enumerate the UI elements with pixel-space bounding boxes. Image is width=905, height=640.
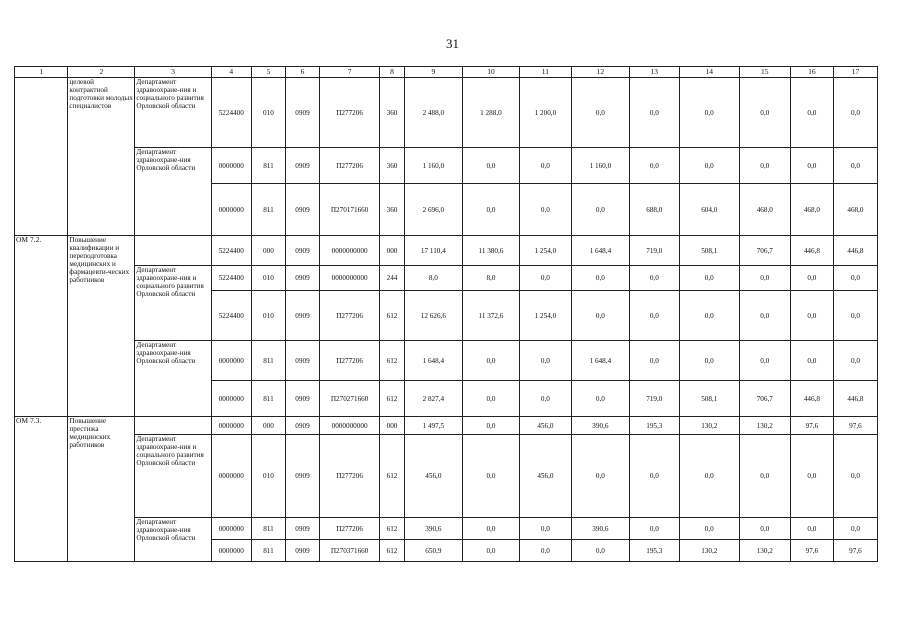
- table-cell: 390,6: [572, 417, 630, 435]
- table-cell: 446,8: [833, 236, 877, 266]
- table-cell: 0,0: [519, 184, 571, 236]
- table-cell: 0,0: [833, 148, 877, 184]
- table-cell: 0,0: [463, 148, 520, 184]
- table-cell: 0,0: [572, 381, 630, 417]
- activity-name: целевой контрактной подготовки молодых специалистов: [68, 78, 135, 236]
- table-cell: 612: [380, 341, 404, 381]
- column-header: 9: [404, 67, 463, 78]
- table-cell: 0,0: [790, 341, 833, 381]
- table-cell: 0,0: [833, 291, 877, 341]
- table-cell: 11 372,6: [463, 291, 520, 341]
- column-header: 16: [790, 67, 833, 78]
- table-cell: 17 110,4: [404, 236, 463, 266]
- table-cell: 0,0: [679, 341, 739, 381]
- table-cell: 0,0: [463, 540, 520, 562]
- table-cell: 0,0: [739, 78, 790, 148]
- column-header: 1: [15, 67, 68, 78]
- table-cell: 97,6: [790, 417, 833, 435]
- table-cell: 0,0: [679, 518, 739, 540]
- table-cell: 2 827,4: [404, 381, 463, 417]
- table-cell: 0909: [286, 291, 320, 341]
- table-cell: 0,0: [519, 518, 571, 540]
- table-cell: 508,1: [679, 236, 739, 266]
- table-cell: 1 200,0: [519, 78, 571, 148]
- table-cell: 0,0: [629, 518, 679, 540]
- table-cell: 0,0: [572, 78, 630, 148]
- executor-name: Департамент здравоохране-ния Орловской области: [135, 518, 211, 562]
- column-header: 3: [135, 67, 211, 78]
- activity-code: ОМ 7.3.: [15, 417, 68, 562]
- table-body: [15, 78, 878, 562]
- activity-name: Повышение престижа медицинских работников: [68, 417, 135, 562]
- table-cell: 0909: [286, 78, 320, 148]
- table-cell: 0,0: [519, 341, 571, 381]
- table-cell: 0,0: [833, 435, 877, 518]
- column-header: 14: [679, 67, 739, 78]
- activity-name: Повышение квалификации и переподготовка медицинских и фармацевти-ческих работников: [68, 236, 135, 417]
- table-cell: 0000000000: [319, 236, 380, 266]
- table-cell: 0,0: [679, 148, 739, 184]
- table-cell: 0,0: [463, 341, 520, 381]
- table-cell: 612: [380, 291, 404, 341]
- table-cell: 000: [251, 417, 286, 435]
- table-cell: 0,0: [833, 78, 877, 148]
- table-cell: 0000000: [211, 381, 251, 417]
- table-cell: П270171660: [319, 184, 380, 236]
- table-cell: 0,0: [629, 78, 679, 148]
- table-cell: 360: [380, 78, 404, 148]
- table-row: [15, 236, 878, 266]
- table-cell: 000: [251, 236, 286, 266]
- column-header: 15: [739, 67, 790, 78]
- table-cell: 811: [251, 518, 286, 540]
- table-cell: 0,0: [679, 78, 739, 148]
- table-cell: 000: [380, 236, 404, 266]
- table-cell: 0,0: [833, 266, 877, 291]
- column-header: 6: [286, 67, 320, 78]
- table-cell: 1 648,4: [572, 341, 630, 381]
- table-cell: П277206: [319, 291, 380, 341]
- table-cell: 0,0: [519, 381, 571, 417]
- table-cell: 456,0: [519, 435, 571, 518]
- table-row: [15, 518, 878, 540]
- table-cell: 0,0: [739, 435, 790, 518]
- table-cell: 719,0: [629, 236, 679, 266]
- table-cell: 5224400: [211, 78, 251, 148]
- table-cell: 612: [380, 518, 404, 540]
- table-cell: 195,3: [629, 540, 679, 562]
- column-header: 2: [68, 67, 135, 78]
- header-row: [15, 67, 878, 78]
- column-header: 4: [211, 67, 251, 78]
- table-cell: 0,0: [790, 266, 833, 291]
- table-cell: П277206: [319, 78, 380, 148]
- table-cell: 446,8: [790, 236, 833, 266]
- table-cell: 468,0: [790, 184, 833, 236]
- table-cell: 0909: [286, 381, 320, 417]
- table-cell: 010: [251, 435, 286, 518]
- table-cell: 468,0: [833, 184, 877, 236]
- table-cell: 0,0: [790, 435, 833, 518]
- table-cell: 811: [251, 148, 286, 184]
- column-header: 17: [833, 67, 877, 78]
- table-cell: 612: [380, 381, 404, 417]
- table-cell: 0,0: [739, 266, 790, 291]
- table-cell: 0,0: [572, 291, 630, 341]
- table-cell: 0,0: [790, 291, 833, 341]
- table-cell: 360: [380, 148, 404, 184]
- table-cell: 0,0: [463, 417, 520, 435]
- table-cell: 0,0: [679, 435, 739, 518]
- table-cell: 244: [380, 266, 404, 291]
- table-cell: 0,0: [629, 148, 679, 184]
- column-header: 8: [380, 67, 404, 78]
- table-cell: 468,0: [739, 184, 790, 236]
- table-cell: 1 254,0: [519, 291, 571, 341]
- table-cell: 719,0: [629, 381, 679, 417]
- table-cell: 0,0: [463, 435, 520, 518]
- table-cell: 0,0: [629, 266, 679, 291]
- table-cell: 0909: [286, 148, 320, 184]
- table-cell: 1 160,0: [572, 148, 630, 184]
- table-cell: 0000000: [211, 417, 251, 435]
- table-cell: П270271660: [319, 381, 380, 417]
- table-cell: 8,0: [404, 266, 463, 291]
- table-cell: 1 160,0: [404, 148, 463, 184]
- table-cell: 456,0: [404, 435, 463, 518]
- table-cell: 010: [251, 266, 286, 291]
- table-row: [15, 266, 878, 291]
- table-cell: 12 626,6: [404, 291, 463, 341]
- table-cell: 650,9: [404, 540, 463, 562]
- table-cell: 360: [380, 184, 404, 236]
- table-cell: 2 488,0: [404, 78, 463, 148]
- table-cell: 446,8: [833, 381, 877, 417]
- table-cell: 0,0: [790, 78, 833, 148]
- executor-name: Департамент здравоохране-ния Орловской области: [135, 148, 211, 236]
- table-cell: 0,0: [629, 291, 679, 341]
- table-row: [15, 148, 878, 184]
- table-cell: 0,0: [679, 291, 739, 341]
- table-cell: 0000000: [211, 435, 251, 518]
- table-cell: 0,0: [790, 148, 833, 184]
- table-cell: 811: [251, 540, 286, 562]
- column-header: 12: [572, 67, 630, 78]
- table-cell: 706,7: [739, 236, 790, 266]
- table-cell: 11 380,6: [463, 236, 520, 266]
- table-cell: 0909: [286, 417, 320, 435]
- table-cell: 612: [380, 540, 404, 562]
- table-cell: 0909: [286, 341, 320, 381]
- table-cell: П277206: [319, 518, 380, 540]
- table-cell: 0909: [286, 184, 320, 236]
- table-cell: 0,0: [463, 381, 520, 417]
- table-cell: 0000000: [211, 184, 251, 236]
- table-cell: 0,0: [629, 435, 679, 518]
- table-cell: 0,0: [463, 518, 520, 540]
- table-cell: П277206: [319, 341, 380, 381]
- table-cell: П277206: [319, 148, 380, 184]
- executor-name: [135, 236, 211, 266]
- table-cell: 000: [380, 417, 404, 435]
- activity-code: [15, 78, 68, 236]
- table-cell: 456,0: [519, 417, 571, 435]
- table-cell: 0909: [286, 266, 320, 291]
- table-cell: П277206: [319, 435, 380, 518]
- table-cell: 688,0: [629, 184, 679, 236]
- table-cell: 0,0: [739, 341, 790, 381]
- table-cell: 0,0: [519, 148, 571, 184]
- table-cell: 0,0: [739, 291, 790, 341]
- table-cell: 1 497,5: [404, 417, 463, 435]
- table-cell: 0,0: [679, 266, 739, 291]
- table-cell: 0,0: [572, 184, 630, 236]
- table-cell: 0,0: [629, 341, 679, 381]
- table-cell: 0,0: [572, 435, 630, 518]
- table-cell: 0,0: [519, 266, 571, 291]
- table-cell: 1 254,0: [519, 236, 571, 266]
- table-cell: П270371660: [319, 540, 380, 562]
- table-cell: 130,2: [739, 417, 790, 435]
- table-cell: 010: [251, 291, 286, 341]
- table-cell: 0000000: [211, 540, 251, 562]
- table-cell: 97,6: [833, 540, 877, 562]
- table-cell: 5224400: [211, 236, 251, 266]
- table-row: [15, 78, 878, 148]
- table-cell: 0909: [286, 236, 320, 266]
- column-header: 13: [629, 67, 679, 78]
- table-cell: 1 288,0: [463, 78, 520, 148]
- table-cell: 97,6: [790, 540, 833, 562]
- executor-name: Департамент здравоохране-ния и социального развития Орловской области: [135, 78, 211, 148]
- executor-name: [135, 417, 211, 435]
- table-cell: 010: [251, 78, 286, 148]
- table-cell: 8,0: [463, 266, 520, 291]
- column-header: 10: [463, 67, 520, 78]
- table-cell: 604,0: [679, 184, 739, 236]
- column-header: 7: [319, 67, 380, 78]
- table-cell: 612: [380, 435, 404, 518]
- table-cell: 0,0: [833, 341, 877, 381]
- table-cell: 5224400: [211, 291, 251, 341]
- executor-name: Департамент здравоохране-ния и социального развития Орловской области: [135, 435, 211, 518]
- table-cell: 0000000000: [319, 266, 380, 291]
- table-cell: 0000000: [211, 341, 251, 381]
- table-cell: 130,2: [739, 540, 790, 562]
- table-cell: 0,0: [572, 540, 630, 562]
- table-row: [15, 435, 878, 518]
- table-cell: 130,2: [679, 540, 739, 562]
- table-cell: 1 648,4: [572, 236, 630, 266]
- executor-name: Департамент здравоохране-ния Орловской области: [135, 341, 211, 417]
- table-cell: 0,0: [833, 518, 877, 540]
- table-cell: 811: [251, 341, 286, 381]
- table-cell: 706,7: [739, 381, 790, 417]
- table-cell: 130,2: [679, 417, 739, 435]
- table-cell: 0,0: [463, 184, 520, 236]
- table-cell: 508,1: [679, 381, 739, 417]
- table-cell: 0,0: [519, 540, 571, 562]
- table-cell: 0,0: [739, 518, 790, 540]
- table-cell: 446,8: [790, 381, 833, 417]
- column-header: 11: [519, 67, 571, 78]
- activity-code: ОМ 7.2.: [15, 236, 68, 417]
- table-cell: 0000000000: [319, 417, 380, 435]
- table-cell: 0000000: [211, 518, 251, 540]
- table-cell: 811: [251, 184, 286, 236]
- column-header: 5: [251, 67, 286, 78]
- table-cell: 2 696,0: [404, 184, 463, 236]
- executor-name: Департамент здравоохране-ния и социального развития Орловской области: [135, 266, 211, 341]
- table-cell: 811: [251, 381, 286, 417]
- table-cell: 5224400: [211, 266, 251, 291]
- table-cell: 0,0: [572, 266, 630, 291]
- table-row: [15, 341, 878, 381]
- table-cell: 0909: [286, 518, 320, 540]
- table-cell: 0909: [286, 435, 320, 518]
- page-number: 31: [446, 36, 459, 51]
- table-cell: 390,6: [572, 518, 630, 540]
- table-cell: 0,0: [790, 518, 833, 540]
- table-cell: 390,6: [404, 518, 463, 540]
- table-cell: 0,0: [739, 148, 790, 184]
- table-cell: 0909: [286, 540, 320, 562]
- table-row: [15, 417, 878, 435]
- table-cell: 97,6: [833, 417, 877, 435]
- table-cell: 195,3: [629, 417, 679, 435]
- table-cell: 0000000: [211, 148, 251, 184]
- budget-table: [14, 66, 878, 562]
- table-cell: 1 648,4: [404, 341, 463, 381]
